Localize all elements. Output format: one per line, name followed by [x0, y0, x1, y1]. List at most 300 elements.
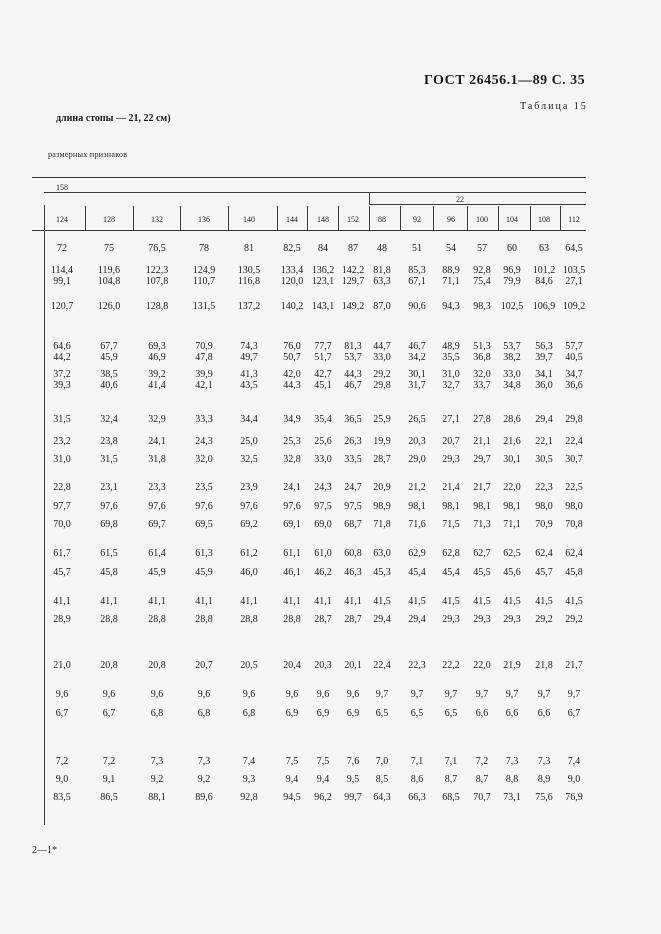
table-cell: 31,7 [408, 380, 426, 391]
column-header: 140 [243, 215, 255, 224]
table-cell: 33,7 [473, 380, 491, 391]
table-cell: 27,8 [473, 414, 491, 425]
rule-top [32, 177, 586, 178]
table-cell: 131,5 [192, 301, 216, 312]
table-cell: 45,8 [100, 567, 118, 578]
table-cell: 39,2 [148, 369, 166, 380]
table-cell: 7,2 [55, 756, 69, 767]
table-cell: 26,5 [408, 414, 426, 425]
table-cell: 41,5 [535, 596, 553, 607]
table-cell: 45,3 [373, 567, 391, 578]
table-cell: 45,5 [473, 567, 491, 578]
table-cell: 23,2 [53, 436, 71, 447]
table-cell: 8,6 [410, 774, 424, 785]
column-header: 132 [151, 215, 163, 224]
table-cell: 7,4 [567, 756, 581, 767]
table-cell: 22,2 [442, 660, 460, 671]
table-cell: 24,1 [148, 436, 166, 447]
page-footer-mark: 2—1* [32, 845, 57, 856]
table-cell: 29,8 [373, 380, 391, 391]
table-cell: 42,1 [195, 380, 213, 391]
table-cell: 21,7 [565, 660, 583, 671]
table-cell: 9,3 [242, 774, 256, 785]
table-cell: 97,7 [53, 501, 71, 512]
table-cell: 24,3 [195, 436, 213, 447]
table-cell: 9,6 [150, 689, 164, 700]
table-cell: 30,1 [408, 369, 426, 380]
table-cell: 28,7 [314, 614, 332, 625]
table-cell: 71,3 [473, 519, 491, 530]
table-cell: 61,7 [53, 548, 71, 559]
table-cell: 44,3 [344, 369, 362, 380]
table-cell: 25,0 [240, 436, 258, 447]
table-cell: 69,3 [148, 341, 166, 352]
table-cell: 23,9 [240, 482, 258, 493]
table-cell: 39,9 [195, 369, 213, 380]
table-cell: 62,7 [473, 548, 491, 559]
table-cell: 97,6 [283, 501, 301, 512]
table-cell: 20,7 [195, 660, 213, 671]
table-cell: 9,0 [55, 774, 69, 785]
table-cell: 85,3 [408, 265, 426, 276]
table-cell: 9,6 [55, 689, 69, 700]
table-cell: 34,1 [535, 369, 553, 380]
table-cell: 27,1 [442, 414, 460, 425]
table-cell: 9,6 [346, 689, 360, 700]
table-cell: 6,9 [346, 708, 360, 719]
table-cell: 9,2 [197, 774, 211, 785]
table-cell: 71,5 [442, 519, 460, 530]
table-cell: 96,9 [503, 265, 521, 276]
table-cell: 40,5 [565, 352, 583, 363]
table-cell: 42,0 [283, 369, 301, 380]
table-cell: 41,5 [442, 596, 460, 607]
column-divider [180, 206, 181, 230]
table-cell: 29,3 [473, 614, 491, 625]
table-cell: 23,8 [100, 436, 118, 447]
table-cell: 87,0 [373, 301, 391, 312]
table-cell: 29,2 [565, 614, 583, 625]
table-cell: 97,6 [100, 501, 118, 512]
table-cell: 110,7 [192, 276, 216, 287]
table-cell: 6,5 [444, 708, 458, 719]
table-cell: 94,5 [283, 792, 301, 803]
table-cell: 64,6 [53, 341, 71, 352]
table-cell: 128,8 [145, 301, 169, 312]
table-cell: 69,2 [240, 519, 258, 530]
table-cell: 31,8 [148, 454, 166, 465]
table-cell: 35,5 [442, 352, 460, 363]
column-header: 112 [568, 215, 580, 224]
table-cell: 46,1 [283, 567, 301, 578]
table-cell: 7,1 [444, 756, 458, 767]
table-cell: 109,2 [562, 301, 586, 312]
table-cell: 30,5 [535, 454, 553, 465]
table-cell: 97,6 [148, 501, 166, 512]
table-cell: 122,3 [145, 265, 169, 276]
table-cell: 28,7 [344, 614, 362, 625]
table-cell: 75,6 [535, 792, 553, 803]
table-cell: 124,9 [192, 265, 216, 276]
table-cell: 71,8 [373, 519, 391, 530]
table-cell: 21,8 [535, 660, 553, 671]
table-cell: 99,1 [53, 276, 71, 287]
rule-group [44, 192, 586, 193]
table-cell: 57,7 [565, 341, 583, 352]
column-header: 152 [347, 215, 359, 224]
column-header: 100 [476, 215, 488, 224]
table-cell: 6,6 [537, 708, 551, 719]
table-cell: 20,5 [240, 660, 258, 671]
table-cell: 45,8 [565, 567, 583, 578]
table-cell: 61,0 [314, 548, 332, 559]
table-cell: 6,8 [150, 708, 164, 719]
table-cell: 46,0 [240, 567, 258, 578]
table-cell: 34,9 [283, 414, 301, 425]
table-cell: 76,9 [565, 792, 583, 803]
table-cell: 68,5 [442, 792, 460, 803]
table-cell: 98,1 [408, 501, 426, 512]
table-cell: 47,8 [195, 352, 213, 363]
table-cell: 32,8 [283, 454, 301, 465]
table-cell: 21,0 [53, 660, 71, 671]
table-cell: 19,9 [373, 436, 391, 447]
table-cell: 23,1 [100, 482, 118, 493]
table-cell: 9,7 [375, 689, 389, 700]
table-cell: 98,0 [535, 501, 553, 512]
table-cell: 39,3 [53, 380, 71, 391]
table-cell: 82,5 [283, 243, 301, 254]
table-cell: 97,5 [344, 501, 362, 512]
table-cell: 32,0 [195, 454, 213, 465]
table-cell: 20,8 [100, 660, 118, 671]
table-cell: 29,2 [535, 614, 553, 625]
table-cell: 69,5 [195, 519, 213, 530]
table-cell: 45,9 [100, 352, 118, 363]
table-cell: 62,5 [503, 548, 521, 559]
table-cell: 51,3 [473, 341, 491, 352]
rule-header-bottom [32, 230, 586, 231]
table-cell: 25,6 [314, 436, 332, 447]
table-cell: 104,8 [97, 276, 121, 287]
table-cell: 36,0 [535, 380, 553, 391]
table-cell: 38,5 [100, 369, 118, 380]
rule-subgroup [369, 204, 586, 205]
table-cell: 90,6 [408, 301, 426, 312]
table-cell: 6,6 [475, 708, 489, 719]
table-cell: 63,3 [373, 276, 391, 287]
table-cell: 63,0 [373, 548, 391, 559]
table-cell: 24,7 [344, 482, 362, 493]
column-divider [400, 206, 401, 230]
table-cell: 7,3 [537, 756, 551, 767]
table-cell: 97,6 [240, 501, 258, 512]
column-header: 88 [378, 215, 386, 224]
table-cell: 69,1 [283, 519, 301, 530]
table-cell: 97,6 [195, 501, 213, 512]
table-cell: 30,7 [565, 454, 583, 465]
table-cell: 34,2 [408, 352, 426, 363]
table-cell: 36,8 [473, 352, 491, 363]
table-cell: 20,7 [442, 436, 460, 447]
table-cell: 107,8 [145, 276, 169, 287]
table-cell: 41,1 [344, 596, 362, 607]
table-cell: 41,4 [148, 380, 166, 391]
table-cell: 50,7 [283, 352, 301, 363]
table-cell: 6,9 [316, 708, 330, 719]
table-subtitle: длина стопы — 21, 22 см) [56, 113, 171, 124]
table-cell: 41,5 [373, 596, 391, 607]
table-cell: 20,1 [344, 660, 362, 671]
table-cell: 101,2 [532, 265, 556, 276]
table-cell: 92,8 [473, 265, 491, 276]
table-cell: 41,1 [240, 596, 258, 607]
table-cell: 9,7 [537, 689, 551, 700]
column-header: 128 [103, 215, 115, 224]
table-cell: 89,6 [195, 792, 213, 803]
table-cell: 28,8 [240, 614, 258, 625]
table-cell: 32,9 [148, 414, 166, 425]
table-cell: 6,8 [242, 708, 256, 719]
table-cell: 83,5 [53, 792, 71, 803]
table-cell: 35,4 [314, 414, 332, 425]
table-cell: 70,9 [535, 519, 553, 530]
table-cell: 92,8 [240, 792, 258, 803]
table-cell: 62,4 [535, 548, 553, 559]
table-cell: 9,4 [316, 774, 330, 785]
table-cell: 7,2 [475, 756, 489, 767]
table-cell: 6,5 [375, 708, 389, 719]
table-cell: 81,8 [373, 265, 391, 276]
table-cell: 45,6 [503, 567, 521, 578]
table-cell: 62,4 [565, 548, 583, 559]
table-cell: 49,7 [240, 352, 258, 363]
table-cell: 37,2 [53, 369, 71, 380]
column-divider [530, 206, 531, 230]
table-cell: 34,7 [565, 369, 583, 380]
table-cell: 28,6 [503, 414, 521, 425]
table-label: Таблица 15 [520, 101, 588, 112]
table-cell: 25,3 [283, 436, 301, 447]
table-cell: 79,9 [503, 276, 521, 287]
table-cell: 103,5 [562, 265, 586, 276]
table-cell: 137,2 [237, 301, 261, 312]
table-cell: 7,4 [242, 756, 256, 767]
table-cell: 142,2 [341, 265, 365, 276]
table-cell: 23,3 [148, 482, 166, 493]
table-cell: 87 [348, 243, 358, 254]
table-cell: 31,0 [442, 369, 460, 380]
table-cell: 102,5 [500, 301, 524, 312]
column-header: 96 [447, 215, 455, 224]
table-cell: 7,0 [375, 756, 389, 767]
table-cell: 76,5 [148, 243, 166, 254]
table-cell: 99,7 [344, 792, 362, 803]
table-subheader: размерных признаков [48, 150, 128, 159]
table-cell: 119,6 [97, 265, 121, 276]
table-cell: 62,9 [408, 548, 426, 559]
table-cell: 24,1 [283, 482, 301, 493]
table-cell: 143,1 [311, 301, 335, 312]
table-cell: 8,7 [444, 774, 458, 785]
table-cell: 70,0 [53, 519, 71, 530]
column-divider [560, 206, 561, 230]
table-cell: 29,3 [503, 614, 521, 625]
table-cell: 21,4 [442, 482, 460, 493]
group-label-left: 158 [56, 183, 68, 192]
table-cell: 6,8 [197, 708, 211, 719]
table-cell: 98,1 [442, 501, 460, 512]
table-cell: 36,5 [344, 414, 362, 425]
table-cell: 22,5 [565, 482, 583, 493]
table-cell: 24,3 [314, 482, 332, 493]
table-cell: 61,4 [148, 548, 166, 559]
column-header: 92 [413, 215, 421, 224]
table-cell: 120,7 [50, 301, 74, 312]
table-cell: 29,2 [373, 369, 391, 380]
table-cell: 114,4 [50, 265, 74, 276]
table-cell: 29,4 [373, 614, 391, 625]
table-cell: 62,8 [442, 548, 460, 559]
column-header: 108 [538, 215, 550, 224]
table-cell: 126,0 [97, 301, 121, 312]
table-cell: 69,7 [148, 519, 166, 530]
table-cell: 48,9 [442, 341, 460, 352]
table-cell: 8,9 [537, 774, 551, 785]
column-divider [277, 206, 278, 230]
table-cell: 73,1 [503, 792, 521, 803]
table-cell: 32,7 [442, 380, 460, 391]
column-divider [498, 206, 499, 230]
table-cell: 34,4 [240, 414, 258, 425]
table-cell: 46,7 [408, 341, 426, 352]
table-cell: 61,3 [195, 548, 213, 559]
table-cell: 29,3 [442, 454, 460, 465]
table-cell: 45,4 [408, 567, 426, 578]
column-header: 148 [317, 215, 329, 224]
table-cell: 20,8 [148, 660, 166, 671]
table-cell: 28,8 [283, 614, 301, 625]
table-cell: 120,0 [280, 276, 304, 287]
table-cell: 6,5 [410, 708, 424, 719]
table-cell: 28,8 [195, 614, 213, 625]
table-cell: 74,3 [240, 341, 258, 352]
table-cell: 41,1 [53, 596, 71, 607]
group-label-right: 22 [456, 195, 464, 204]
table-cell: 69,0 [314, 519, 332, 530]
table-cell: 46,3 [344, 567, 362, 578]
table-cell: 41,1 [195, 596, 213, 607]
table-cell: 9,2 [150, 774, 164, 785]
table-cell: 21,7 [473, 482, 491, 493]
table-cell: 57 [477, 243, 487, 254]
table-cell: 48 [377, 243, 387, 254]
table-cell: 33,5 [344, 454, 362, 465]
table-cell: 45,9 [195, 567, 213, 578]
table-cell: 60 [507, 243, 517, 254]
table-cell: 28,9 [53, 614, 71, 625]
table-cell: 21,6 [503, 436, 521, 447]
table-cell: 6,7 [102, 708, 116, 719]
table-cell: 41,3 [240, 369, 258, 380]
table-cell: 72 [57, 243, 67, 254]
table-cell: 39,7 [535, 352, 553, 363]
table-cell: 8,5 [375, 774, 389, 785]
table-cell: 22,3 [535, 482, 553, 493]
table-cell: 41,5 [408, 596, 426, 607]
table-cell: 70,8 [565, 519, 583, 530]
table-cell: 45,4 [442, 567, 460, 578]
table-cell: 61,5 [100, 548, 118, 559]
table-cell: 9,6 [285, 689, 299, 700]
table-cell: 9,7 [475, 689, 489, 700]
table-cell: 67,1 [408, 276, 426, 287]
table-cell: 22,4 [373, 660, 391, 671]
table-cell: 33,0 [503, 369, 521, 380]
table-cell: 6,6 [505, 708, 519, 719]
table-cell: 7,5 [316, 756, 330, 767]
table-cell: 9,7 [444, 689, 458, 700]
table-cell: 26,3 [344, 436, 362, 447]
table-cell: 29,8 [565, 414, 583, 425]
table-cell: 130,5 [237, 265, 261, 276]
table-cell: 88,1 [148, 792, 166, 803]
table-cell: 22,1 [535, 436, 553, 447]
table-cell: 41,1 [283, 596, 301, 607]
table-cell: 9,0 [567, 774, 581, 785]
table-cell: 44,7 [373, 341, 391, 352]
column-divider [338, 206, 339, 230]
table-cell: 88,9 [442, 265, 460, 276]
table-cell: 41,5 [473, 596, 491, 607]
table-cell: 9,7 [505, 689, 519, 700]
table-cell: 22,0 [503, 482, 521, 493]
table-cell: 36,6 [565, 380, 583, 391]
table-cell: 77,7 [314, 341, 332, 352]
table-cell: 33,0 [373, 352, 391, 363]
table-cell: 44,3 [283, 380, 301, 391]
column-header: 104 [506, 215, 518, 224]
table-cell: 21,9 [503, 660, 521, 671]
table-cell: 84 [318, 243, 328, 254]
table-cell: 9,5 [346, 774, 360, 785]
table-cell: 69,8 [100, 519, 118, 530]
column-divider [369, 206, 370, 230]
table-cell: 98,0 [565, 501, 583, 512]
table-cell: 64,5 [565, 243, 583, 254]
table-cell: 20,4 [283, 660, 301, 671]
table-cell: 27,1 [565, 276, 583, 287]
table-cell: 106,9 [532, 301, 556, 312]
table-cell: 7,5 [285, 756, 299, 767]
table-cell: 41,1 [314, 596, 332, 607]
table-cell: 86,5 [100, 792, 118, 803]
column-divider [433, 206, 434, 230]
table-cell: 46,7 [344, 380, 362, 391]
table-cell: 33,0 [314, 454, 332, 465]
table-cell: 133,4 [280, 265, 304, 276]
table-cell: 53,7 [503, 341, 521, 352]
table-cell: 63 [539, 243, 549, 254]
table-cell: 51 [412, 243, 422, 254]
table-cell: 81 [244, 243, 254, 254]
table-cell: 7,6 [346, 756, 360, 767]
table-cell: 45,7 [53, 567, 71, 578]
table-cell: 20,3 [314, 660, 332, 671]
table-cell: 98,1 [473, 501, 491, 512]
table-cell: 68,7 [344, 519, 362, 530]
table-cell: 43,5 [240, 380, 258, 391]
